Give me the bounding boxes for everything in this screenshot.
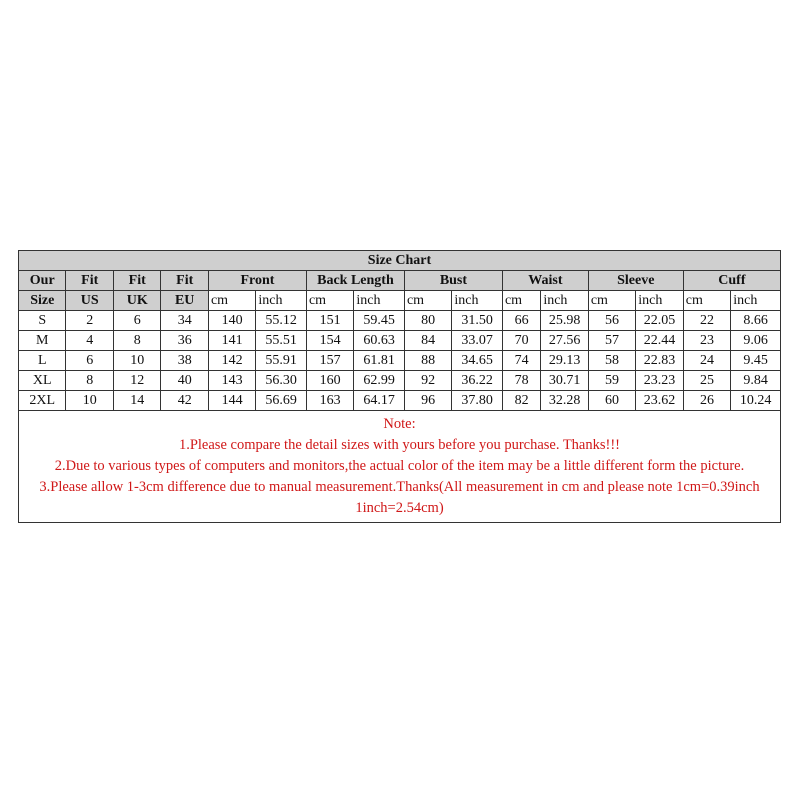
col-header-fit-us: Fit bbox=[66, 271, 113, 291]
table-cell: 57 bbox=[588, 331, 635, 351]
table-cell: 9.84 bbox=[731, 371, 781, 391]
table-cell: 88 bbox=[404, 351, 451, 371]
table-cell: 141 bbox=[208, 331, 255, 351]
table-cell: 34 bbox=[161, 311, 208, 331]
table-row bbox=[19, 391, 781, 411]
table-row bbox=[19, 371, 781, 391]
table-cell: 23 bbox=[683, 331, 730, 351]
table-cell: 40 bbox=[161, 371, 208, 391]
col-header-fit-uk-2: UK bbox=[113, 291, 160, 311]
table-cell: 142 bbox=[208, 351, 255, 371]
col-header-fit-eu-2: EU bbox=[161, 291, 208, 311]
table-cell: 64.17 bbox=[354, 391, 405, 411]
table-cell: 36.22 bbox=[452, 371, 503, 391]
table-cell: 14 bbox=[113, 391, 160, 411]
table-cell: 29.13 bbox=[541, 351, 588, 371]
table-cell: 22.05 bbox=[636, 311, 683, 331]
table-cell: 25 bbox=[683, 371, 730, 391]
unit-sleeve-inch: inch bbox=[636, 291, 683, 311]
table-cell: 56 bbox=[588, 311, 635, 331]
col-header-our-size: Our bbox=[19, 271, 66, 291]
table-cell: 144 bbox=[208, 391, 255, 411]
size-label-cell: 2XL bbox=[19, 391, 66, 411]
table-cell: 24 bbox=[683, 351, 730, 371]
unit-bust-cm: cm bbox=[404, 291, 451, 311]
unit-cuff-cm: cm bbox=[683, 291, 730, 311]
table-cell: 140 bbox=[208, 311, 255, 331]
note-item-3: 3.Please allow 1-3cm difference due to manual measurement.Thanks(All measurement in cm and please note 1cm=0.39inch 1inch=2.54cm) bbox=[39, 479, 760, 516]
size-label-cell: S bbox=[19, 311, 66, 331]
table-cell: 62.99 bbox=[354, 371, 405, 391]
table-cell: 80 bbox=[404, 311, 451, 331]
table-cell: 92 bbox=[404, 371, 451, 391]
table-cell: 151 bbox=[306, 311, 353, 331]
table-cell: 9.06 bbox=[731, 331, 781, 351]
table-cell: 84 bbox=[404, 331, 451, 351]
unit-bust-inch: inch bbox=[452, 291, 503, 311]
table-cell: 10 bbox=[113, 351, 160, 371]
unit-waist-cm: cm bbox=[502, 291, 540, 311]
table-cell: 23.23 bbox=[636, 371, 683, 391]
table-cell: 26 bbox=[683, 391, 730, 411]
table-cell: 30.71 bbox=[541, 371, 588, 391]
table-cell: 154 bbox=[306, 331, 353, 351]
note-item-1: 1.Please compare the detail sizes with yours before you purchase. Thanks!!! bbox=[178, 437, 621, 453]
size-label-cell: XL bbox=[19, 371, 66, 391]
table-cell: 56.69 bbox=[256, 391, 307, 411]
table-cell: 4 bbox=[66, 331, 113, 351]
table-cell: 82 bbox=[502, 391, 540, 411]
table-cell: 70 bbox=[502, 331, 540, 351]
table-cell: 60.63 bbox=[354, 331, 405, 351]
notes-block bbox=[19, 411, 781, 523]
table-cell: 6 bbox=[66, 351, 113, 371]
size-chart-table bbox=[18, 250, 781, 523]
table-cell: 8 bbox=[113, 331, 160, 351]
table-cell: 42 bbox=[161, 391, 208, 411]
notes-heading: Note: bbox=[383, 416, 416, 432]
table-cell: 8 bbox=[66, 371, 113, 391]
table-cell: 22.44 bbox=[636, 331, 683, 351]
size-label-cell: L bbox=[19, 351, 66, 371]
col-header-our-size-2: Size bbox=[19, 291, 66, 311]
unit-front-cm: cm bbox=[208, 291, 255, 311]
col-header-fit-uk: Fit bbox=[113, 271, 160, 291]
table-cell: 59 bbox=[588, 371, 635, 391]
table-row bbox=[19, 311, 781, 331]
table-cell: 22 bbox=[683, 311, 730, 331]
table-cell: 37.80 bbox=[452, 391, 503, 411]
table-cell: 55.51 bbox=[256, 331, 307, 351]
table-cell: 78 bbox=[502, 371, 540, 391]
table-cell: 32.28 bbox=[541, 391, 588, 411]
table-cell: 157 bbox=[306, 351, 353, 371]
table-cell: 25.98 bbox=[541, 311, 588, 331]
table-cell: 8.66 bbox=[731, 311, 781, 331]
chart-title: Size Chart bbox=[19, 251, 781, 271]
table-row bbox=[19, 351, 781, 371]
table-cell: 96 bbox=[404, 391, 451, 411]
col-header-waist: Waist bbox=[502, 271, 588, 291]
table-cell: 163 bbox=[306, 391, 353, 411]
col-header-front: Front bbox=[208, 271, 306, 291]
table-cell: 143 bbox=[208, 371, 255, 391]
table-cell: 38 bbox=[161, 351, 208, 371]
size-label-cell: M bbox=[19, 331, 66, 351]
col-header-fit-eu: Fit bbox=[161, 271, 208, 291]
unit-back-length-cm: cm bbox=[306, 291, 353, 311]
table-cell: 9.45 bbox=[731, 351, 781, 371]
unit-waist-inch: inch bbox=[541, 291, 588, 311]
table-cell: 160 bbox=[306, 371, 353, 391]
col-header-back-length: Back Length bbox=[306, 271, 404, 291]
table-cell: 59.45 bbox=[354, 311, 405, 331]
table-cell: 55.12 bbox=[256, 311, 307, 331]
table-cell: 31.50 bbox=[452, 311, 503, 331]
note-item-2: 2.Due to various types of computers and monitors,the actual color of the item may be a little different form the picture. bbox=[54, 458, 745, 474]
table-cell: 55.91 bbox=[256, 351, 307, 371]
table-cell: 34.65 bbox=[452, 351, 503, 371]
table-cell: 12 bbox=[113, 371, 160, 391]
col-header-sleeve: Sleeve bbox=[588, 271, 683, 291]
col-header-fit-us-2: US bbox=[66, 291, 113, 311]
table-cell: 66 bbox=[502, 311, 540, 331]
table-cell: 74 bbox=[502, 351, 540, 371]
unit-cuff-inch: inch bbox=[731, 291, 781, 311]
unit-back-length-inch: inch bbox=[354, 291, 405, 311]
table-row bbox=[19, 331, 781, 351]
table-cell: 10 bbox=[66, 391, 113, 411]
unit-sleeve-cm: cm bbox=[588, 291, 635, 311]
table-cell: 27.56 bbox=[541, 331, 588, 351]
table-cell: 33.07 bbox=[452, 331, 503, 351]
table-cell: 60 bbox=[588, 391, 635, 411]
table-cell: 23.62 bbox=[636, 391, 683, 411]
table-cell: 61.81 bbox=[354, 351, 405, 371]
table-cell: 10.24 bbox=[731, 391, 781, 411]
col-header-cuff: Cuff bbox=[683, 271, 780, 291]
table-cell: 22.83 bbox=[636, 351, 683, 371]
table-cell: 6 bbox=[113, 311, 160, 331]
table-cell: 36 bbox=[161, 331, 208, 351]
table-cell: 58 bbox=[588, 351, 635, 371]
col-header-bust: Bust bbox=[404, 271, 502, 291]
table-cell: 2 bbox=[66, 311, 113, 331]
table-cell: 56.30 bbox=[256, 371, 307, 391]
unit-front-inch: inch bbox=[256, 291, 307, 311]
